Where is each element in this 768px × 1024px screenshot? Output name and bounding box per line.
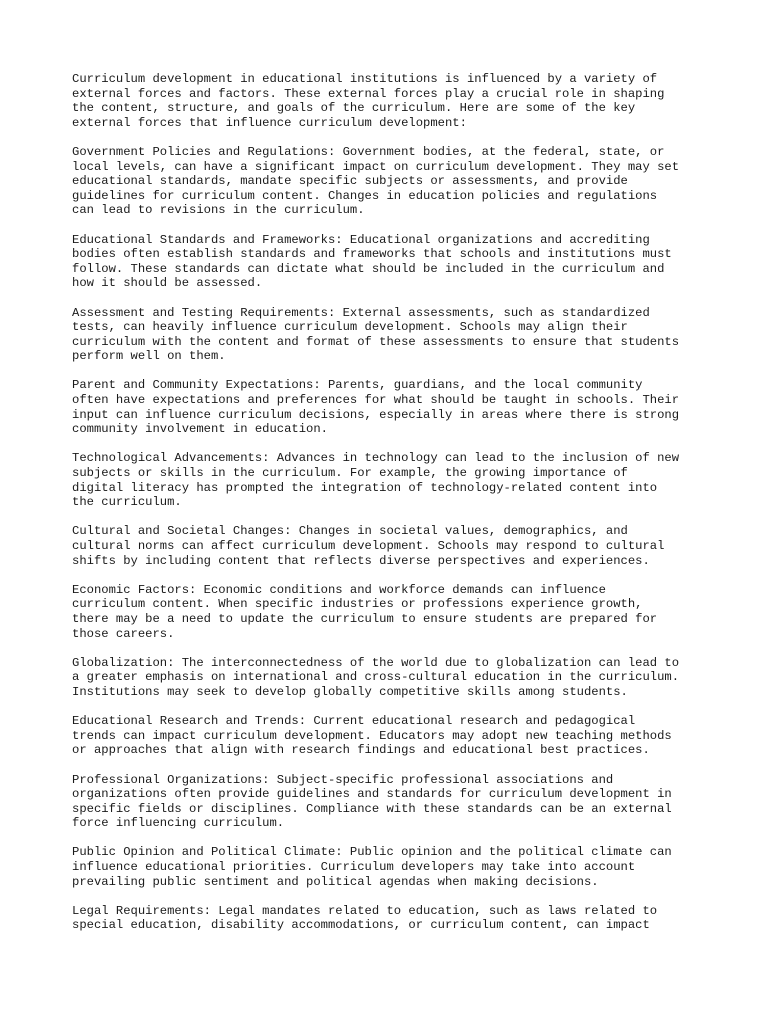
text-line: how it should be assessed.: [72, 276, 263, 291]
paragraph: [72, 306, 712, 364]
text-line: influence educational priorities. Curriculum developers may take into account: [72, 860, 636, 875]
document-body: [72, 72, 712, 933]
text-line: external forces and factors. These external forces play a crucial role in shaping: [72, 86, 665, 101]
text-line: Legal Requirements: Legal mandates related to education, such as laws related to: [72, 903, 658, 918]
text-line: the content, structure, and goals of the curriculum. Here are some of the key: [72, 101, 636, 116]
text-line: subjects or skills in the curriculum. For example, the growing importance of: [72, 466, 628, 481]
text-line: Professional Organizations: Subject-specific professional associations and: [72, 772, 614, 787]
paragraph: [72, 904, 712, 933]
text-line: Educational Research and Trends: Current educational research and pedagogical: [72, 714, 636, 729]
paragraph: [72, 145, 712, 218]
document-page: [72, 72, 712, 948]
paragraph: [72, 714, 712, 758]
text-line: Government Policies and Regulations: Government bodies, at the federal, state, or: [72, 144, 665, 159]
text-line: local levels, can have a significant impact on curriculum development. They may set: [72, 159, 680, 174]
text-line: Institutions may seek to develop globally competitive skills among students.: [72, 684, 628, 699]
paragraph: [72, 524, 712, 568]
text-line: digital literacy has prompted the integration of technology-related content into: [72, 480, 658, 495]
text-line: Cultural and Societal Changes: Changes in societal values, demographics, and: [72, 524, 628, 539]
text-line: Parent and Community Expectations: Parents, guardians, and the local community: [72, 378, 643, 393]
text-line: the curriculum.: [72, 495, 182, 510]
text-line: community involvement in education.: [72, 422, 328, 437]
text-line: Public Opinion and Political Climate: Public opinion and the political climate can: [72, 845, 672, 860]
text-line: there may be a need to update the curriculum to ensure students are prepared for: [72, 611, 658, 626]
text-line: Economic Factors: Economic conditions and workforce demands can influence: [72, 582, 606, 597]
text-line: Globalization: The interconnectedness of the world due to globalization can lead to: [72, 655, 680, 670]
text-line: those careers.: [72, 626, 175, 641]
paragraph: [72, 233, 712, 291]
text-line: often have expectations and preferences for what should be taught in schools. Their: [72, 393, 680, 408]
text-line: curriculum with the content and format of these assessments to ensure that students: [72, 334, 680, 349]
text-line: Curriculum development in educational institutions is influenced by a variety of: [72, 72, 658, 86]
text-line: Technological Advancements: Advances in technology can lead to the inclusion of new: [72, 451, 680, 466]
text-line: special education, disability accommodations, or curriculum content, can impact: [72, 918, 650, 933]
text-line: perform well on them.: [72, 349, 226, 364]
text-line: Assessment and Testing Requirements: External assessments, such as standardized: [72, 305, 650, 320]
text-line: external forces that influence curriculum development:: [72, 115, 467, 130]
paragraph: [72, 773, 712, 831]
paragraph: [72, 845, 712, 889]
paragraph: [72, 451, 712, 509]
text-line: educational standards, mandate specific subjects or assessments, and provide: [72, 174, 628, 189]
text-line: follow. These standards can dictate what should be included in the curriculum and: [72, 261, 665, 276]
text-line: shifts by including content that reflects diverse perspectives and experiences.: [72, 553, 650, 568]
paragraph: [72, 656, 712, 700]
text-line: organizations often provide guidelines and standards for curriculum development in: [72, 787, 672, 802]
text-line: cultural norms can affect curriculum development. Schools may respond to cultural: [72, 539, 665, 553]
text-line: force influencing curriculum.: [72, 816, 285, 831]
text-line: tests, can heavily influence curriculum development. Schools may align their: [72, 320, 628, 335]
text-line: guidelines for curriculum content. Changes in education policies and regulations: [72, 188, 658, 203]
text-line: a greater emphasis on international and cross-cultural education in the curriculum.: [72, 670, 680, 685]
text-line: input can influence curriculum decisions, especially in areas where there is strong: [72, 407, 680, 422]
text-line: trends can impact curriculum development. Educators may adopt new teaching methods: [72, 728, 672, 743]
paragraph: [72, 583, 712, 641]
text-line: curriculum content. When specific industries or professions experience growth,: [72, 597, 643, 612]
text-line: specific fields or disciplines. Compliance with these standards can be an external: [72, 801, 672, 816]
text-line: prevailing public sentiment and political agendas when making decisions.: [72, 874, 599, 889]
paragraph: [72, 378, 712, 436]
text-line: can lead to revisions in the curriculum.: [72, 203, 365, 218]
text-line: or approaches that align with research findings and educational best practices.: [72, 743, 650, 758]
paragraph: [72, 72, 712, 130]
text-line: bodies often establish standards and frameworks that schools and institutions must: [72, 247, 672, 262]
text-line: Educational Standards and Frameworks: Educational organizations and accrediting: [72, 232, 650, 247]
